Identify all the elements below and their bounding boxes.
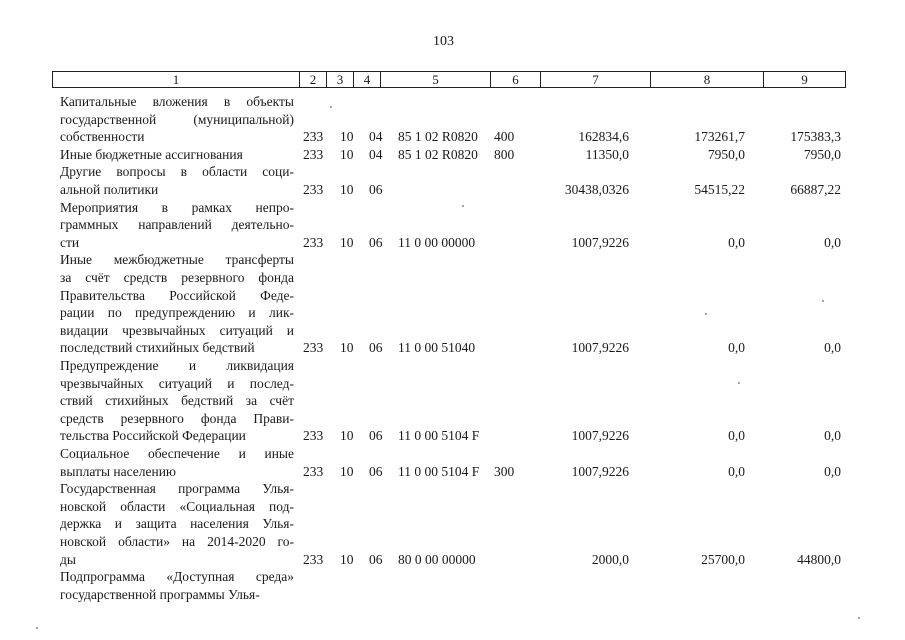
row-name-line: новской области» на 2014-2020 го- [60,533,294,549]
row-name [60,480,294,568]
header-col-3: 3 [327,72,354,87]
cell-col-8: 0,0 [728,234,745,250]
row-name-line: Подпрограмма «Доступная среда» [60,569,294,585]
row-name-line: Иные бюджетные ассигнования [60,146,243,162]
cell-col-7: 162834,6 [578,129,629,145]
row-name [60,568,294,603]
cell-col-4: 04 [369,129,383,145]
header-col-6: 6 [491,72,541,87]
row-name-line: рации по предупреждению и лик- [60,305,294,321]
cell-col-7: 1007,9226 [571,463,629,479]
scan-speck [738,382,740,384]
cell-col-3: 10 [340,234,354,250]
cell-col-7: 2000,0 [591,551,629,567]
table-row [0,568,905,603]
header-col-9: 9 [801,72,808,87]
cell-col-2: 233 [303,181,324,197]
cell-col-4: 06 [369,181,383,197]
cell-col-8: 0,0 [728,428,745,444]
cell-col-9: 0,0 [824,463,841,479]
cell-col-3: 10 [340,463,354,479]
scan-speck [330,106,332,108]
row-name-line: Правительства Российской Феде- [60,287,294,303]
cell-col-2: 233 [303,340,324,356]
row-name-line: граммных направлений деятельно- [60,217,294,233]
table-row [0,146,905,164]
table-row [0,251,905,357]
cell-col-3: 10 [340,181,354,197]
cell-col-8: 0,0 [728,340,745,356]
page-number: 103 [433,34,454,49]
row-name-line: видации чрезвычайных ситуаций и [60,322,294,338]
cell-col-4: 06 [369,428,383,444]
cell-col-5: 11 0 00 5104 F [398,428,480,444]
cell-col-9: 175383,3 [790,129,841,145]
row-name-line: чрезвычайных ситуаций и послед- [60,375,294,391]
table-row [0,199,905,252]
cell-col-9: 7950,0 [803,146,841,162]
cell-col-3: 10 [340,146,354,162]
cell-col-7: 1007,9226 [571,428,629,444]
row-name [60,163,294,198]
table-header [52,71,846,88]
cell-col-7: 11350,0 [585,146,629,162]
table-row [0,93,905,146]
row-name-line: новской области «Социальная под- [60,498,294,514]
row-name [60,445,294,480]
cell-col-9: 66887,22 [790,181,841,197]
header-col-7: 7 [541,72,651,87]
cell-col-4: 06 [369,340,383,356]
cell-col-8: 0,0 [728,463,745,479]
cell-col-8: 25700,0 [701,551,745,567]
table-row [0,163,905,198]
row-name-line: государственной программы Улья- [60,586,260,602]
cell-col-7: 30438,0326 [564,181,629,197]
row-name-line: Мероприятия в рамках непро- [60,199,294,215]
cell-col-4: 06 [369,463,383,479]
cell-col-3: 10 [340,340,354,356]
row-name-line: сти [60,234,80,250]
row-name [60,251,294,357]
row-name-line: Иные межбюджетные трансферты [60,252,294,268]
row-name-line: собственности [60,129,145,145]
scan-speck [858,617,860,619]
cell-col-6: 300 [494,463,515,479]
row-name-line: Государственная программа Улья- [60,481,294,497]
cell-col-8: 173261,7 [694,129,745,145]
header-col-2: 2 [300,72,327,87]
cell-col-5: 85 1 02 R0820 [398,129,478,145]
table-row [0,357,905,445]
cell-col-4: 06 [369,551,383,567]
scan-speck [462,205,464,207]
cell-col-5: 11 0 00 00000 [398,234,476,250]
cell-col-9: 0,0 [824,428,841,444]
cell-col-2: 233 [303,463,324,479]
cell-col-2: 233 [303,234,324,250]
cell-col-4: 04 [369,146,383,162]
row-name-line: ды [60,551,76,567]
row-name-line: альной политики [60,181,159,197]
row-name-line: ствий стихийных бедствий за счёт [60,393,294,409]
cell-col-2: 233 [303,146,324,162]
cell-col-2: 233 [303,129,324,145]
cell-col-6: 800 [494,146,515,162]
row-name [60,357,294,445]
cell-col-3: 10 [340,551,354,567]
row-name [60,93,294,146]
cell-col-5: 11 0 00 51040 [398,340,476,356]
cell-col-2: 233 [303,428,324,444]
cell-col-3: 10 [340,428,354,444]
row-name-line: государственной (муниципальной) [60,111,294,127]
row-name-line: средств резервного фонда Прави- [60,410,294,426]
row-name-line: тельства Российской Федерации [60,428,246,444]
row-name-line: Другие вопросы в области соци- [60,164,294,180]
table-body [0,93,905,603]
cell-col-3: 10 [340,129,354,145]
row-name-line: за счёт средств резервного фонда [60,269,294,285]
row-name-line: Предупреждение и ликвидация [60,357,294,373]
header-col-5: 5 [381,72,491,87]
table-row [0,480,905,568]
row-name [60,199,294,252]
cell-col-9: 0,0 [824,234,841,250]
cell-col-2: 233 [303,551,324,567]
cell-col-5: 11 0 00 5104 F [398,463,480,479]
row-name-line: последствий стихийных бедствий [60,340,255,356]
cell-col-6: 400 [494,129,515,145]
row-name [60,146,294,164]
cell-col-5: 80 0 00 00000 [398,551,476,567]
cell-col-9: 0,0 [824,340,841,356]
header-col-1: 1 [53,72,300,87]
table-row [0,445,905,480]
header-col-8: 8 [651,72,764,87]
header-col-4: 4 [354,72,381,87]
cell-col-8: 7950,0 [707,146,745,162]
row-name-line: выплаты населению [60,463,177,479]
cell-col-7: 1007,9226 [571,234,629,250]
cell-col-7: 1007,9226 [571,340,629,356]
row-name-line: держка и защита населения Улья- [60,516,294,532]
row-name-line: Капитальные вложения в объекты [60,94,294,109]
scan-speck [705,313,707,315]
scan-speck [36,627,38,629]
cell-col-9: 44800,0 [797,551,841,567]
scan-speck [822,300,824,302]
cell-col-4: 06 [369,234,383,250]
cell-col-5: 85 1 02 R0820 [398,146,478,162]
cell-col-8: 54515,22 [694,181,745,197]
row-name-line: Социальное обеспечение и иные [60,445,294,461]
